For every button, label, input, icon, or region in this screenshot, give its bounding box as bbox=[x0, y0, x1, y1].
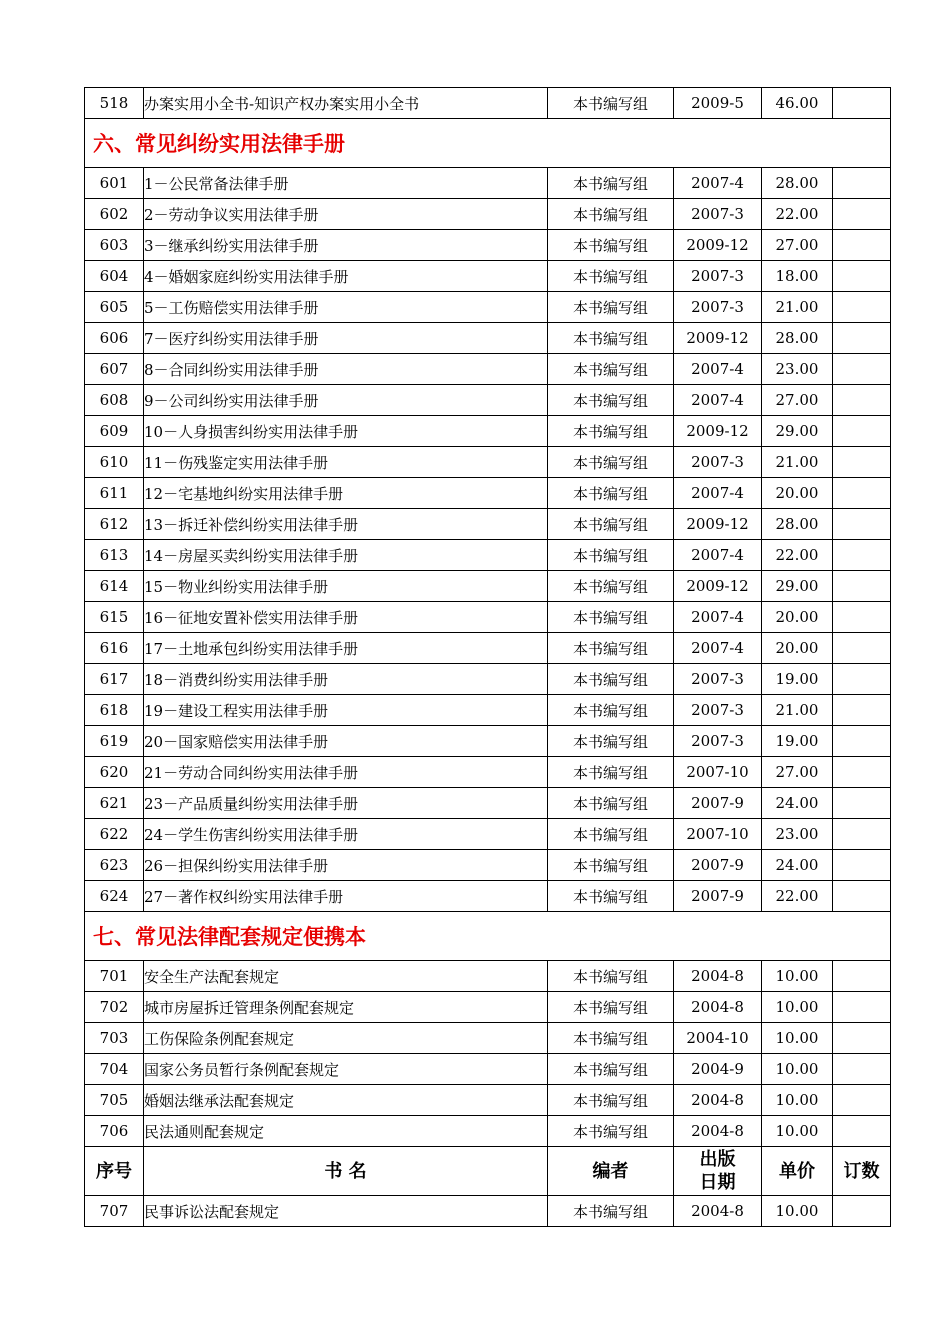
publish-date: 2007-9 bbox=[674, 788, 762, 819]
book-number: 612 bbox=[85, 509, 144, 540]
unit-price: 28.00 bbox=[762, 509, 833, 540]
book-number: 613 bbox=[85, 540, 144, 571]
table-row bbox=[85, 1196, 891, 1227]
unit-price: 20.00 bbox=[762, 633, 833, 664]
unit-price: 21.00 bbox=[762, 292, 833, 323]
book-title: 11－伤残鉴定实用法律手册 bbox=[144, 447, 548, 478]
unit-price: 10.00 bbox=[762, 1085, 833, 1116]
book-author: 本书编写组 bbox=[548, 354, 674, 385]
book-author: 本书编写组 bbox=[548, 230, 674, 261]
book-title: 19－建设工程实用法律手册 bbox=[144, 695, 548, 726]
publish-date: 2007-10 bbox=[674, 757, 762, 788]
book-number: 602 bbox=[85, 199, 144, 230]
book-title: 2－劳动争议实用法律手册 bbox=[144, 199, 548, 230]
book-author: 本书编写组 bbox=[548, 602, 674, 633]
unit-price: 19.00 bbox=[762, 664, 833, 695]
order-quantity[interactable] bbox=[833, 633, 891, 664]
publish-date: 2007-4 bbox=[674, 633, 762, 664]
unit-price: 46.00 bbox=[762, 88, 833, 119]
book-title: 5－工伤赔偿实用法律手册 bbox=[144, 292, 548, 323]
unit-price: 10.00 bbox=[762, 961, 833, 992]
book-number: 611 bbox=[85, 478, 144, 509]
publish-date: 2007-4 bbox=[674, 478, 762, 509]
section-7-rows bbox=[85, 961, 891, 1147]
book-number: 604 bbox=[85, 261, 144, 292]
table-row bbox=[85, 292, 891, 323]
book-number: 603 bbox=[85, 230, 144, 261]
book-author: 本书编写组 bbox=[548, 88, 674, 119]
book-title: 14－房屋买卖纠纷实用法律手册 bbox=[144, 540, 548, 571]
order-quantity[interactable] bbox=[833, 1116, 891, 1147]
order-quantity[interactable] bbox=[833, 261, 891, 292]
publish-date: 2009-12 bbox=[674, 416, 762, 447]
table-row bbox=[85, 1054, 891, 1085]
book-number: 620 bbox=[85, 757, 144, 788]
publish-date: 2007-4 bbox=[674, 168, 762, 199]
book-author: 本书编写组 bbox=[548, 199, 674, 230]
unit-price: 20.00 bbox=[762, 478, 833, 509]
book-number: 518 bbox=[85, 88, 144, 119]
publish-date: 2007-3 bbox=[674, 199, 762, 230]
publish-date: 2007-3 bbox=[674, 261, 762, 292]
header-author: 编者 bbox=[548, 1147, 674, 1196]
book-title: 工伤保险条例配套规定 bbox=[144, 1023, 548, 1054]
unit-price: 21.00 bbox=[762, 447, 833, 478]
book-author: 本书编写组 bbox=[548, 1116, 674, 1147]
book-title: 27－著作权纠纷实用法律手册 bbox=[144, 881, 548, 912]
book-title: 10－人身损害纠纷实用法律手册 bbox=[144, 416, 548, 447]
unit-price: 10.00 bbox=[762, 992, 833, 1023]
book-number: 606 bbox=[85, 323, 144, 354]
order-quantity[interactable] bbox=[833, 819, 891, 850]
unit-price: 10.00 bbox=[762, 1116, 833, 1147]
book-number: 605 bbox=[85, 292, 144, 323]
book-number: 621 bbox=[85, 788, 144, 819]
publish-date: 2007-3 bbox=[674, 726, 762, 757]
book-title: 婚姻法继承法配套规定 bbox=[144, 1085, 548, 1116]
book-number: 705 bbox=[85, 1085, 144, 1116]
order-quantity[interactable] bbox=[833, 695, 891, 726]
order-quantity[interactable] bbox=[833, 1196, 891, 1227]
book-number: 618 bbox=[85, 695, 144, 726]
unit-price: 29.00 bbox=[762, 416, 833, 447]
order-quantity[interactable] bbox=[833, 961, 891, 992]
order-quantity[interactable] bbox=[833, 540, 891, 571]
book-author: 本书编写组 bbox=[548, 509, 674, 540]
book-author: 本书编写组 bbox=[548, 261, 674, 292]
book-author: 本书编写组 bbox=[548, 1085, 674, 1116]
unit-price: 23.00 bbox=[762, 354, 833, 385]
unit-price: 27.00 bbox=[762, 757, 833, 788]
table-row bbox=[85, 602, 891, 633]
publish-date: 2004-10 bbox=[674, 1023, 762, 1054]
book-author: 本书编写组 bbox=[548, 881, 674, 912]
book-number: 616 bbox=[85, 633, 144, 664]
book-author: 本书编写组 bbox=[548, 1196, 674, 1227]
unit-price: 24.00 bbox=[762, 788, 833, 819]
book-title: 城市房屋拆迁管理条例配套规定 bbox=[144, 992, 548, 1023]
book-author: 本书编写组 bbox=[548, 571, 674, 602]
book-title: 8－合同纠纷实用法律手册 bbox=[144, 354, 548, 385]
order-quantity[interactable] bbox=[833, 354, 891, 385]
book-title: 23－产品质量纠纷实用法律手册 bbox=[144, 788, 548, 819]
unit-price: 18.00 bbox=[762, 261, 833, 292]
header-no: 序号 bbox=[85, 1147, 144, 1196]
unit-price: 10.00 bbox=[762, 1023, 833, 1054]
unit-price: 24.00 bbox=[762, 850, 833, 881]
publish-date: 2009-12 bbox=[674, 509, 762, 540]
order-quantity[interactable] bbox=[833, 168, 891, 199]
publish-date: 2004-8 bbox=[674, 1196, 762, 1227]
book-author: 本书编写组 bbox=[548, 633, 674, 664]
table-row bbox=[85, 961, 891, 992]
book-title: 26－担保纠纷实用法律手册 bbox=[144, 850, 548, 881]
book-author: 本书编写组 bbox=[548, 1023, 674, 1054]
table-row bbox=[85, 385, 891, 416]
unit-price: 29.00 bbox=[762, 571, 833, 602]
publish-date: 2007-9 bbox=[674, 850, 762, 881]
section-6 bbox=[85, 119, 891, 168]
book-title: 18－消费纠纷实用法律手册 bbox=[144, 664, 548, 695]
book-title: 安全生产法配套规定 bbox=[144, 961, 548, 992]
table-row bbox=[85, 819, 891, 850]
order-quantity[interactable] bbox=[833, 385, 891, 416]
table-row bbox=[85, 261, 891, 292]
order-quantity[interactable] bbox=[833, 478, 891, 509]
publish-date: 2009-12 bbox=[674, 230, 762, 261]
table-row bbox=[85, 695, 891, 726]
order-quantity[interactable] bbox=[833, 1054, 891, 1085]
order-quantity[interactable] bbox=[833, 992, 891, 1023]
publish-date: 2009-12 bbox=[674, 323, 762, 354]
book-title: 20－国家赔偿实用法律手册 bbox=[144, 726, 548, 757]
publish-date: 2004-8 bbox=[674, 1116, 762, 1147]
book-number: 608 bbox=[85, 385, 144, 416]
unit-price: 27.00 bbox=[762, 385, 833, 416]
order-quantity[interactable] bbox=[833, 571, 891, 602]
header-date-line1: 出版 bbox=[699, 1149, 736, 1170]
book-author: 本书编写组 bbox=[548, 819, 674, 850]
order-quantity[interactable] bbox=[833, 602, 891, 633]
header-date bbox=[674, 1147, 762, 1196]
order-quantity[interactable] bbox=[833, 850, 891, 881]
unit-price: 19.00 bbox=[762, 726, 833, 757]
order-quantity[interactable] bbox=[833, 1085, 891, 1116]
book-number: 704 bbox=[85, 1054, 144, 1085]
book-number: 623 bbox=[85, 850, 144, 881]
table-row bbox=[85, 633, 891, 664]
table-row bbox=[85, 992, 891, 1023]
book-number: 702 bbox=[85, 992, 144, 1023]
order-quantity[interactable] bbox=[833, 88, 891, 119]
book-author: 本书编写组 bbox=[548, 478, 674, 509]
publish-date: 2009-5 bbox=[674, 88, 762, 119]
book-number: 609 bbox=[85, 416, 144, 447]
publish-date: 2007-3 bbox=[674, 292, 762, 323]
order-quantity[interactable] bbox=[833, 509, 891, 540]
order-quantity[interactable] bbox=[833, 447, 891, 478]
book-title: 1－公民常备法律手册 bbox=[144, 168, 548, 199]
book-author: 本书编写组 bbox=[548, 788, 674, 819]
unit-price: 23.00 bbox=[762, 819, 833, 850]
unit-price: 21.00 bbox=[762, 695, 833, 726]
book-title: 21－劳动合同纠纷实用法律手册 bbox=[144, 757, 548, 788]
unit-price: 28.00 bbox=[762, 323, 833, 354]
publish-date: 2007-3 bbox=[674, 664, 762, 695]
table-row bbox=[85, 1085, 891, 1116]
publish-date: 2007-3 bbox=[674, 695, 762, 726]
order-quantity[interactable] bbox=[833, 664, 891, 695]
section-6-rows bbox=[85, 168, 891, 912]
table-row bbox=[85, 509, 891, 540]
order-quantity[interactable] bbox=[833, 881, 891, 912]
book-author: 本书编写组 bbox=[548, 447, 674, 478]
table-row bbox=[85, 1116, 891, 1147]
publish-date: 2004-8 bbox=[674, 1085, 762, 1116]
table-row bbox=[85, 571, 891, 602]
book-number: 607 bbox=[85, 354, 144, 385]
book-title: 3－继承纠纷实用法律手册 bbox=[144, 230, 548, 261]
book-title: 16－征地安置补偿实用法律手册 bbox=[144, 602, 548, 633]
header-qty: 订数 bbox=[833, 1147, 891, 1196]
book-number: 610 bbox=[85, 447, 144, 478]
publish-date: 2007-4 bbox=[674, 602, 762, 633]
unit-price: 20.00 bbox=[762, 602, 833, 633]
book-number: 701 bbox=[85, 961, 144, 992]
book-number: 617 bbox=[85, 664, 144, 695]
book-number: 706 bbox=[85, 1116, 144, 1147]
book-author: 本书编写组 bbox=[548, 416, 674, 447]
publish-date: 2007-10 bbox=[674, 819, 762, 850]
unit-price: 28.00 bbox=[762, 168, 833, 199]
publish-date: 2009-12 bbox=[674, 571, 762, 602]
table-row bbox=[85, 1023, 891, 1054]
order-quantity[interactable] bbox=[833, 199, 891, 230]
book-number: 622 bbox=[85, 819, 144, 850]
book-title: 办案实用小全书-知识产权办案实用小全书 bbox=[144, 88, 548, 119]
book-author: 本书编写组 bbox=[548, 726, 674, 757]
order-quantity[interactable] bbox=[833, 788, 891, 819]
after-header-rows bbox=[85, 1196, 891, 1227]
book-number: 707 bbox=[85, 1196, 144, 1227]
header-date-line2: 日期 bbox=[699, 1172, 736, 1193]
book-author: 本书编写组 bbox=[548, 961, 674, 992]
book-title: 17－土地承包纠纷实用法律手册 bbox=[144, 633, 548, 664]
book-author: 本书编写组 bbox=[548, 992, 674, 1023]
book-title: 民事诉讼法配套规定 bbox=[144, 1196, 548, 1227]
publish-date: 2007-3 bbox=[674, 447, 762, 478]
order-quantity[interactable] bbox=[833, 323, 891, 354]
book-number: 601 bbox=[85, 168, 144, 199]
header-price: 单价 bbox=[762, 1147, 833, 1196]
top-rows bbox=[85, 88, 891, 119]
unit-price: 27.00 bbox=[762, 230, 833, 261]
table-row bbox=[85, 88, 891, 119]
book-title: 12－宅基地纠纷实用法律手册 bbox=[144, 478, 548, 509]
unit-price: 10.00 bbox=[762, 1054, 833, 1085]
table-row bbox=[85, 168, 891, 199]
book-title: 24－学生伤害纠纷实用法律手册 bbox=[144, 819, 548, 850]
book-author: 本书编写组 bbox=[548, 385, 674, 416]
order-quantity[interactable] bbox=[833, 416, 891, 447]
book-number: 619 bbox=[85, 726, 144, 757]
book-number: 624 bbox=[85, 881, 144, 912]
table-row bbox=[85, 323, 891, 354]
publish-date: 2007-4 bbox=[674, 540, 762, 571]
table-row bbox=[85, 199, 891, 230]
book-title: 国家公务员暂行条例配套规定 bbox=[144, 1054, 548, 1085]
publish-date: 2007-4 bbox=[674, 354, 762, 385]
table-row bbox=[85, 478, 891, 509]
book-author: 本书编写组 bbox=[548, 757, 674, 788]
table-row bbox=[85, 881, 891, 912]
book-author: 本书编写组 bbox=[548, 168, 674, 199]
book-title: 13－拆迁补偿纠纷实用法律手册 bbox=[144, 509, 548, 540]
unit-price: 22.00 bbox=[762, 199, 833, 230]
book-title: 民法通则配套规定 bbox=[144, 1116, 548, 1147]
book-author: 本书编写组 bbox=[548, 664, 674, 695]
book-title: 9－公司纠纷实用法律手册 bbox=[144, 385, 548, 416]
order-quantity[interactable] bbox=[833, 757, 891, 788]
unit-price: 10.00 bbox=[762, 1196, 833, 1227]
table-row bbox=[85, 230, 891, 261]
section-7 bbox=[85, 912, 891, 961]
unit-price: 22.00 bbox=[762, 881, 833, 912]
table-row bbox=[85, 416, 891, 447]
book-number: 614 bbox=[85, 571, 144, 602]
book-title: 4－婚姻家庭纠纷实用法律手册 bbox=[144, 261, 548, 292]
publish-date: 2004-8 bbox=[674, 992, 762, 1023]
book-author: 本书编写组 bbox=[548, 695, 674, 726]
publish-date: 2004-9 bbox=[674, 1054, 762, 1085]
book-author: 本书编写组 bbox=[548, 540, 674, 571]
unit-price: 22.00 bbox=[762, 540, 833, 571]
section-title: 七、常见法律配套规定便携本 bbox=[85, 912, 891, 961]
table-row bbox=[85, 726, 891, 757]
table-row bbox=[85, 540, 891, 571]
table-row bbox=[85, 850, 891, 881]
table-row bbox=[85, 757, 891, 788]
table-row bbox=[85, 447, 891, 478]
publish-date: 2007-9 bbox=[674, 881, 762, 912]
order-quantity[interactable] bbox=[833, 230, 891, 261]
book-number: 703 bbox=[85, 1023, 144, 1054]
book-author: 本书编写组 bbox=[548, 850, 674, 881]
table-row bbox=[85, 664, 891, 695]
book-number: 615 bbox=[85, 602, 144, 633]
book-catalog-table bbox=[84, 87, 891, 1227]
section-title: 六、常见纠纷实用法律手册 bbox=[85, 119, 891, 168]
header-title: 书 名 bbox=[144, 1147, 548, 1196]
table-row bbox=[85, 788, 891, 819]
order-quantity[interactable] bbox=[833, 726, 891, 757]
publish-date: 2007-4 bbox=[674, 385, 762, 416]
column-header bbox=[85, 1147, 891, 1196]
table-row bbox=[85, 354, 891, 385]
book-author: 本书编写组 bbox=[548, 323, 674, 354]
order-quantity[interactable] bbox=[833, 1023, 891, 1054]
publish-date: 2004-8 bbox=[674, 961, 762, 992]
book-title: 7－医疗纠纷实用法律手册 bbox=[144, 323, 548, 354]
order-quantity[interactable] bbox=[833, 292, 891, 323]
book-title: 15－物业纠纷实用法律手册 bbox=[144, 571, 548, 602]
book-author: 本书编写组 bbox=[548, 1054, 674, 1085]
book-author: 本书编写组 bbox=[548, 292, 674, 323]
